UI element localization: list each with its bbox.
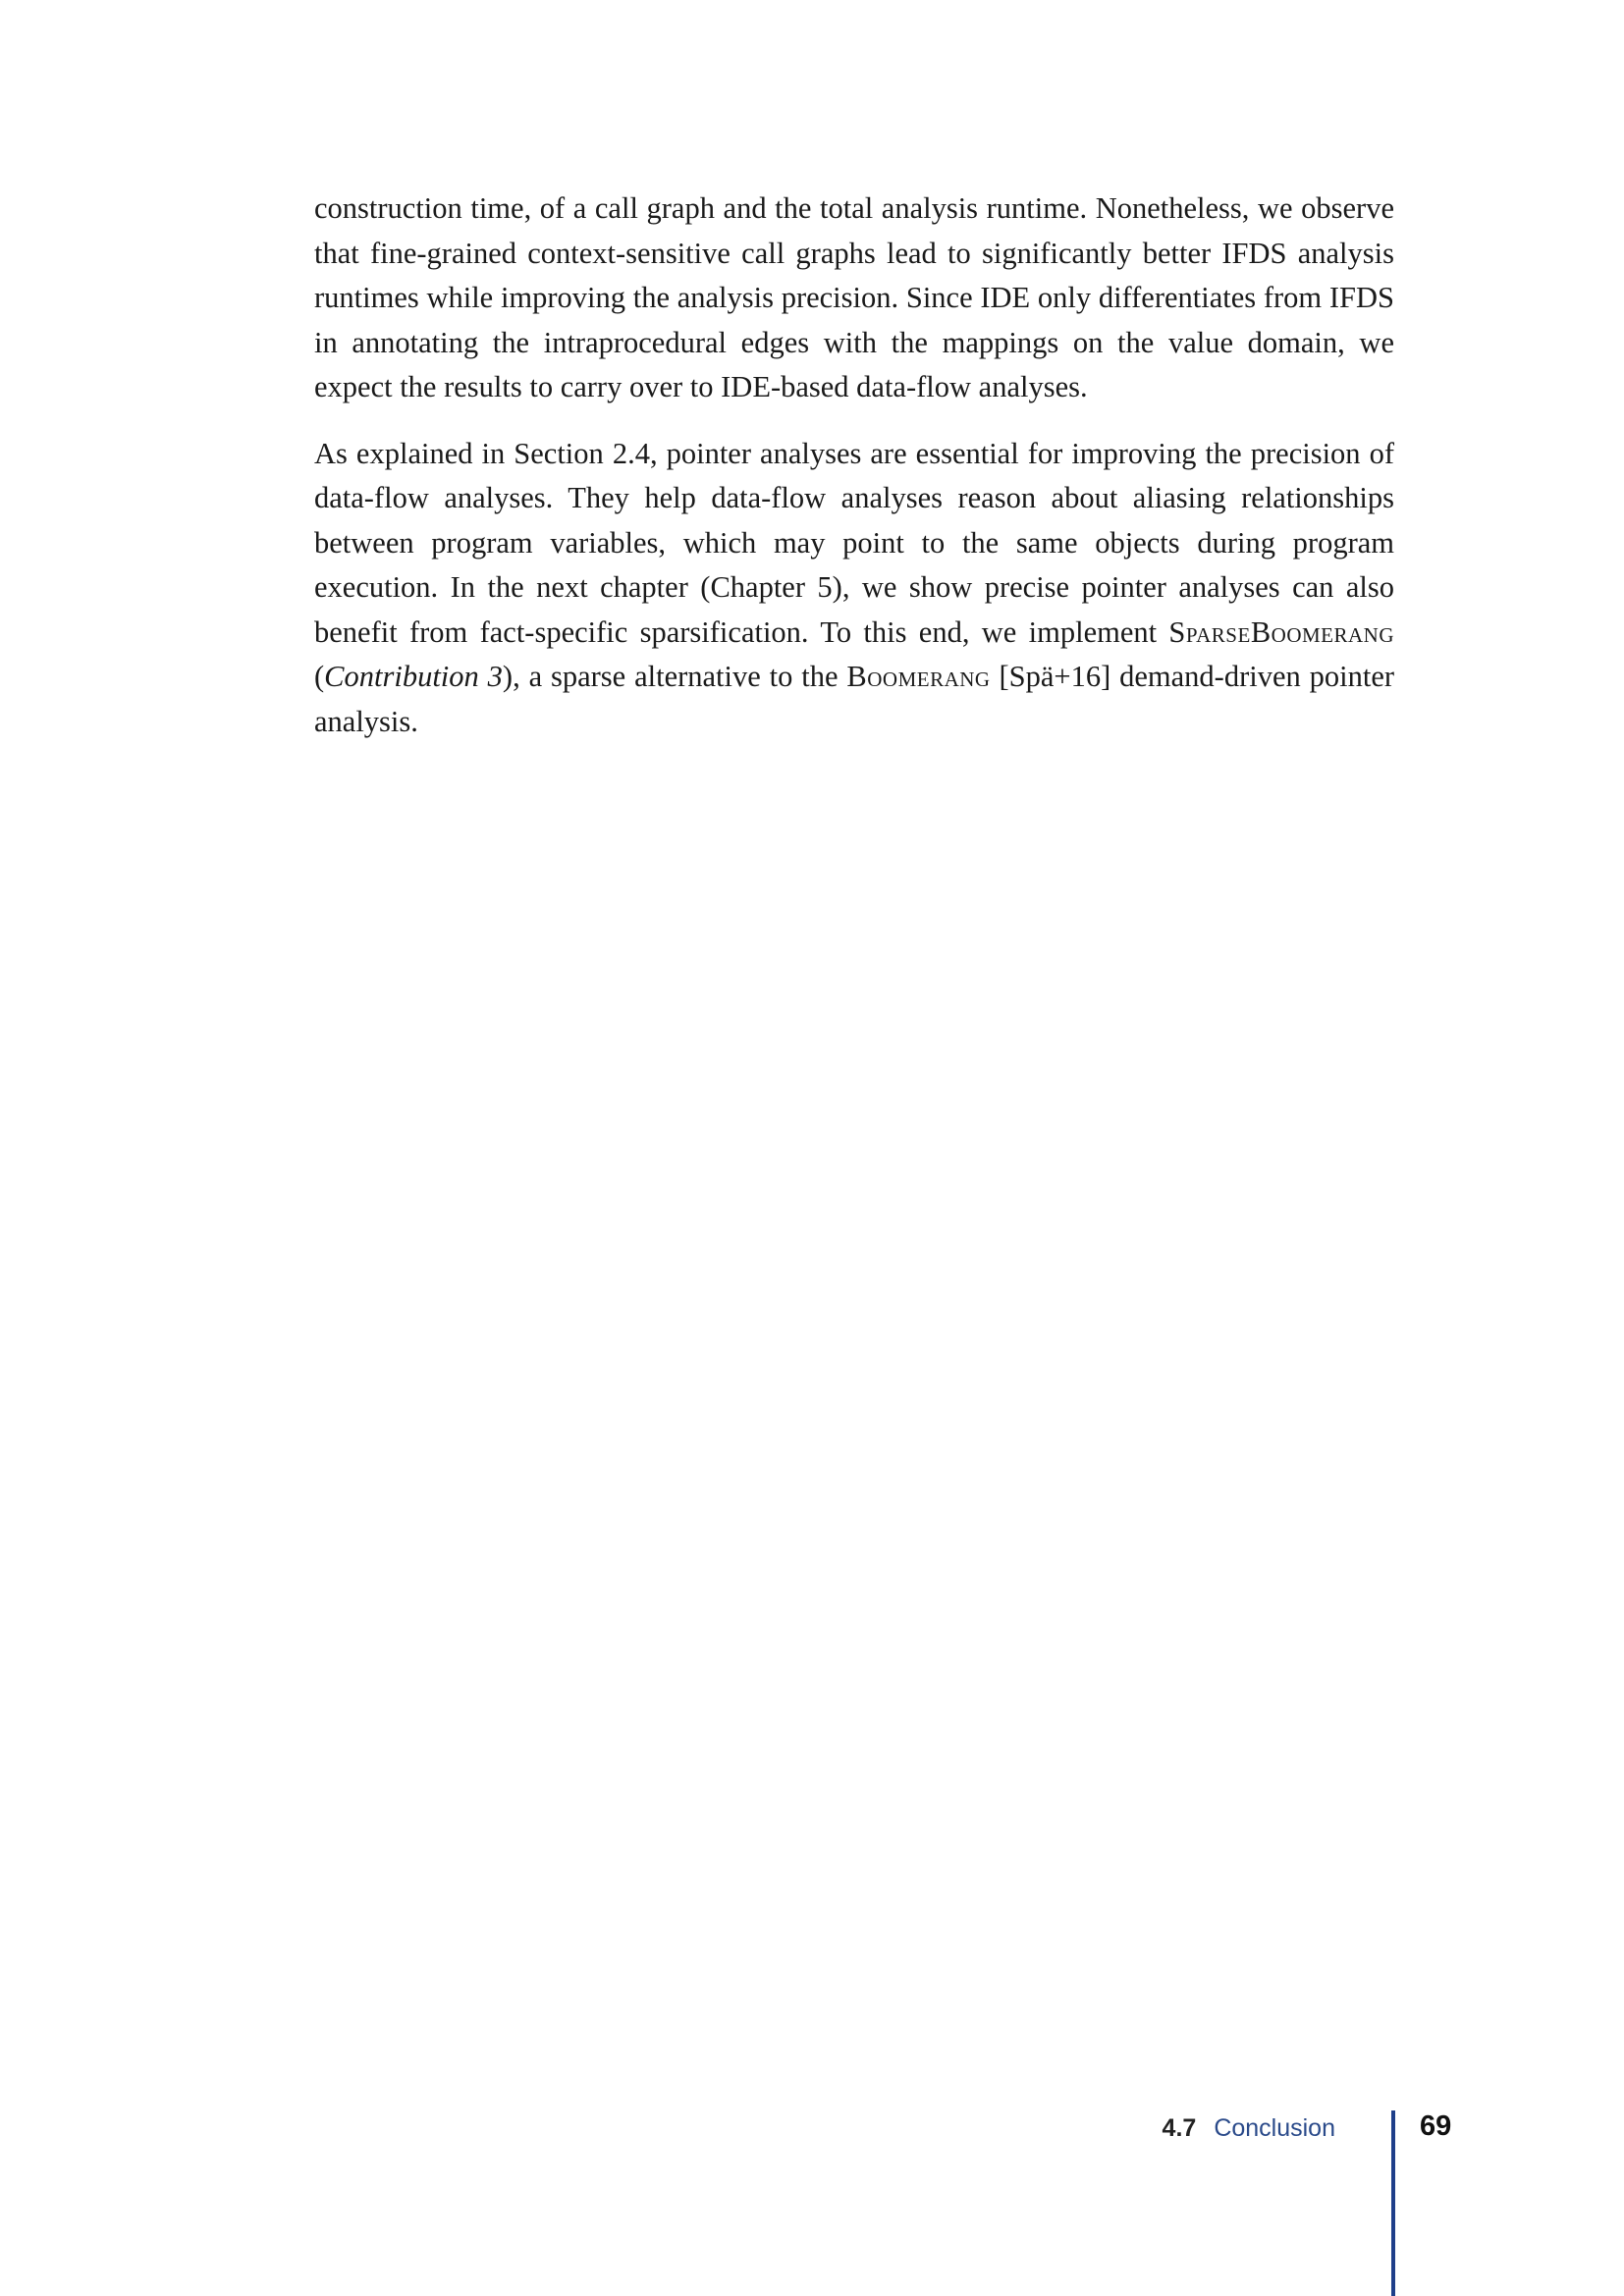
paragraph-1: construction time, of a call graph and the total analysis runtime. Nonetheless, we observe that fine-grained context-sensitive call graphs lead to significantly better IFDS analysis runtimes while improving the analysis precision. Since IDE only differentiates from IFDS in annotating the intraprocedural edges with the mappings on the value domain, we expect the results to carry over to IDE-based data-flow analyses.: [314, 191, 1394, 403]
footer-vertical-rule: [1391, 2110, 1395, 2296]
contribution-reference: Contribution 3: [324, 660, 503, 693]
sparse-boomerang-term: SparseBoomerang: [1168, 614, 1394, 649]
paragraph-2: [314, 432, 1394, 745]
running-footer-section: [1163, 2114, 1335, 2143]
section-title: Conclusion: [1214, 2114, 1335, 2142]
boomerang-term: Boomerang: [846, 660, 991, 693]
paragraph-2-part-2: (: [314, 660, 325, 693]
section-number: 4.7: [1162, 2114, 1197, 2142]
paragraph-2-part-4: [Spä+16] demand-driven pointer analysis.: [314, 660, 1395, 738]
body-text: [314, 187, 1394, 766]
paragraph-2-part-3: ), a sparse alternative to the: [502, 660, 847, 693]
paragraph-2-part-1: As explained in Section 2.4, pointer analyses are essential for improving the precision of data-flow analyses. They help data-flow analyses reason about aliasing relationships between program variables, which may point to the same objects during program execution. In the next chapter (Chapter 5), we show precise pointer analyses can also benefit from fact-specific sparsification. To this end, we implement: [314, 436, 1394, 649]
page-number: 69: [1420, 2110, 1452, 2142]
page-footer: [0, 2110, 1624, 2150]
